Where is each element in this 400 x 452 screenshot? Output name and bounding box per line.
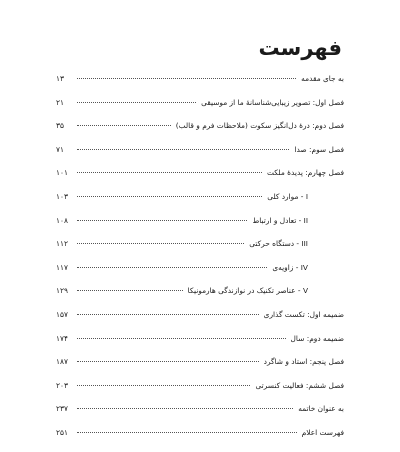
toc-entry-page-number: ۲۱ (56, 97, 64, 107)
toc-entry-label: I - موارد کلی (267, 191, 308, 201)
dot-leader (77, 196, 262, 197)
toc-entry (56, 98, 344, 122)
toc-entry-page-number: ۳۵ (56, 121, 64, 131)
toc-entry-page-number: ۱۸۷ (56, 357, 68, 367)
toc-entry-label: ضمیمه اول: تکست گذاری (263, 309, 344, 319)
toc-entry-page-number: ۱۱۷ (56, 262, 68, 272)
dot-leader (77, 361, 259, 362)
toc-entry-label: V - عناصر تکنیک در نوازندگی هارمونیکا (187, 286, 308, 296)
toc-entry-page-number: ۱۳ (56, 74, 64, 83)
toc-entry-label: به جای مقدمه (301, 74, 344, 83)
toc-entry (56, 357, 344, 381)
dot-leader (77, 102, 196, 103)
toc-entry-page-number: ۲۰۳ (56, 380, 68, 390)
toc-entry (56, 334, 344, 358)
dot-leader (77, 78, 296, 79)
toc-entry (56, 121, 344, 145)
toc-entry (56, 74, 344, 98)
toc-entry-label: فصل چهارم: پدیدهٔ ملکت (267, 168, 344, 178)
dot-leader (77, 408, 293, 409)
dot-leader (77, 125, 171, 126)
dot-leader (77, 385, 250, 386)
toc-entry (56, 286, 344, 310)
toc-entry-label: فهرست اعلام (301, 427, 344, 437)
toc-entry (56, 381, 344, 405)
toc-entry (56, 310, 344, 334)
toc-entry-label: IV - زاویه‌ی (272, 262, 308, 272)
toc-entry-label: II - تعادل و ارتباط (252, 215, 308, 225)
toc-entry-page-number: ۲۳۷ (56, 404, 68, 414)
dot-leader (77, 220, 247, 221)
toc-entry-label: به عنوان خاتمه (298, 404, 344, 414)
toc-entry-page-number: ۱۷۴ (56, 333, 68, 343)
toc-entry-page-number: ۱۰۱ (56, 168, 68, 178)
toc-entry-page-number: ۲۵۱ (56, 427, 68, 437)
toc-entry-label: فصل ششم: فعالیت کنسرتی (255, 380, 344, 390)
dot-leader (77, 172, 262, 173)
toc-entry-label: فصل دوم: درهٔ دل‌انگیز سکوت (ملاحظات فرم و قالب) (175, 121, 344, 131)
toc-entry (56, 428, 344, 452)
toc-entry-page-number: ۱۱۲ (56, 239, 68, 249)
dot-leader (77, 149, 289, 150)
dot-leader (77, 338, 286, 339)
toc-entry-page-number: ۱۵۷ (56, 309, 68, 319)
toc-entry (56, 216, 344, 240)
toc-entry-label: فصل پنجم: استاد و شاگرد (263, 357, 344, 367)
toc-entry (56, 404, 344, 428)
toc-entry-label: فصل سوم: صدا (294, 144, 344, 154)
toc-entry (56, 192, 344, 216)
toc-title: فهرست (258, 36, 342, 60)
toc-entry (56, 168, 344, 192)
toc-entry (56, 145, 344, 169)
toc-list (56, 74, 344, 452)
dot-leader (77, 314, 259, 315)
toc-entry-page-number: ۷۱ (56, 144, 64, 154)
dot-leader (77, 243, 244, 244)
toc-entry-label: فصل اول: تصویر زیبایی‌شناسانهٔ ما از موسیقی (201, 97, 344, 107)
toc-entry-page-number: ۱۰۳ (56, 191, 68, 201)
dot-leader (77, 432, 297, 433)
toc-entry (56, 263, 344, 287)
toc-entry-label: III - دستگاه حرکتی (249, 239, 308, 249)
dot-leader (77, 267, 267, 268)
toc-entry (56, 239, 344, 263)
toc-entry-page-number: ۱۲۹ (56, 286, 68, 296)
dot-leader (77, 290, 183, 291)
toc-entry-label: ضمیمه دوم: سال (290, 333, 344, 343)
toc-entry-page-number: ۱۰۸ (56, 215, 68, 225)
